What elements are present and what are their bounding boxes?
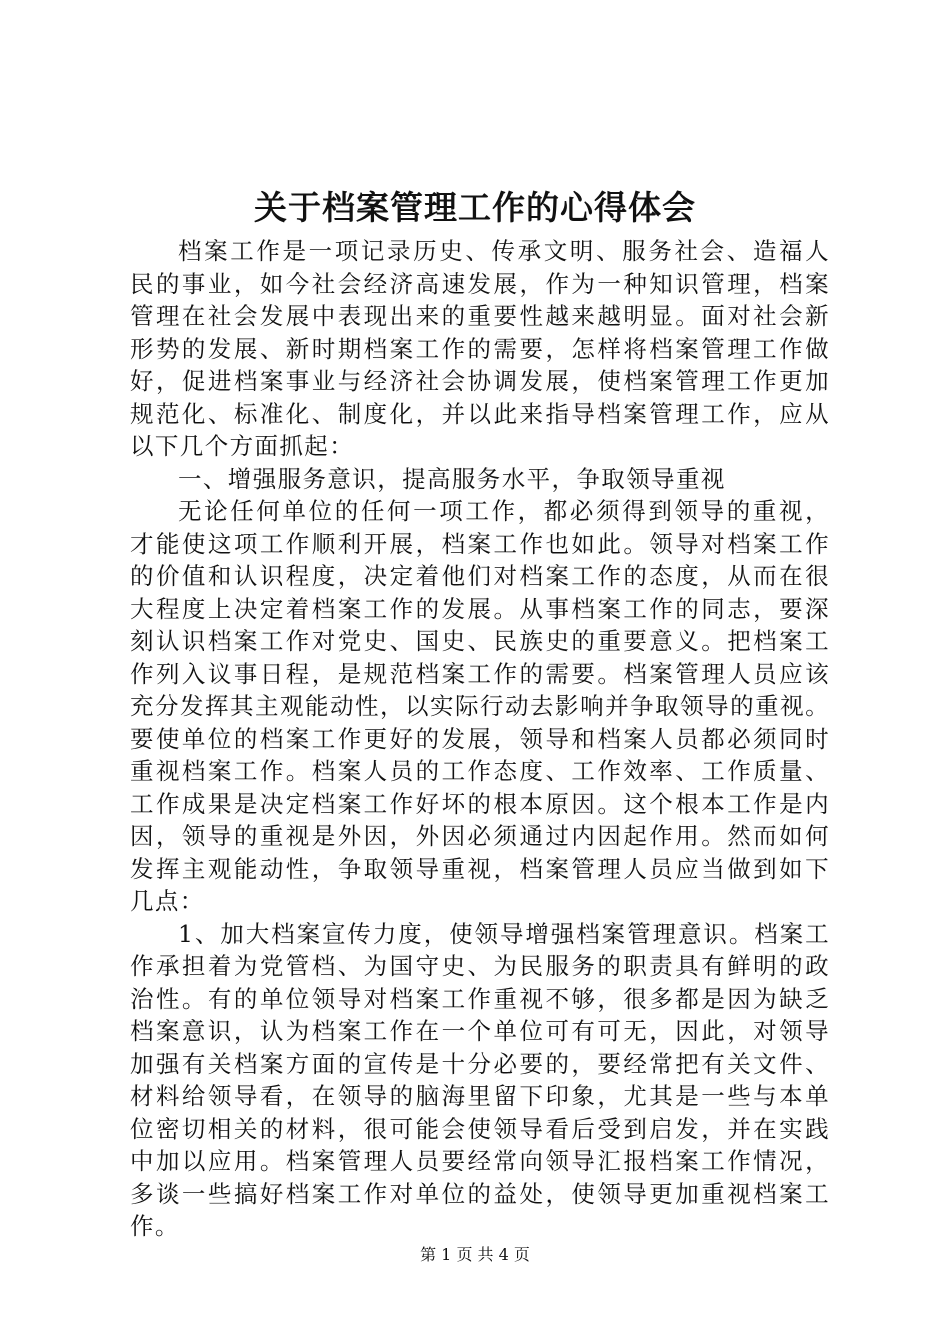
paragraph-line: 材料给领导看，在领导的脑海里留下印象，尤其是一些与本单 (130, 1082, 830, 1110)
paragraph-line: 充分发挥其主观能动性，以实际行动去影响并争取领导的重视。 (130, 692, 830, 720)
paragraph-line: 中加以应用。档案管理人员要经常向领导汇报档案工作情况， (130, 1147, 830, 1175)
paragraph-line: 档案意识，认为档案工作在一个单位可有可无，因此，对领导 (130, 1017, 830, 1045)
page-footer: 第 1 页 共 4 页 (420, 1245, 530, 1264)
paragraph-line: 1、加大档案宣传力度，使领导增强档案管理意识。档案工 (178, 919, 830, 948)
paragraph-line: 刻认识档案工作对党史、国史、民族史的重要意义。把档案工 (130, 627, 830, 655)
paragraph-line: 发挥主观能动性，争取领导重视，档案管理人员应当做到如下 (130, 854, 830, 883)
paragraph-line: 位密切相关的材料，很可能会使领导看后受到启发，并在实践 (130, 1114, 830, 1143)
paragraph-line: 工作成果是决定档案工作好坏的根本原因。这个根本工作是内 (130, 789, 830, 818)
paragraph-line: 作承担着为党管档、为国守史、为民服务的职责具有鲜明的政 (130, 952, 830, 980)
paragraph-line: 规范化、标准化、制度化，并以此来指导档案管理工作，应从 (130, 399, 830, 428)
section-heading: 一、增强服务意识，提高服务水平，争取领导重视 (178, 464, 726, 493)
page-title: 关于档案管理工作的心得体会 (254, 188, 696, 227)
paragraph-line: 档案工作是一项记录历史、传承文明、服务社会、造福人 (178, 237, 830, 265)
document-body (130, 235, 830, 1243)
paragraph-line: 大程度上决定着档案工作的发展。从事档案工作的同志，要深 (130, 594, 830, 623)
paragraph-line: 形势的发展、新时期档案工作的需要，怎样将档案管理工作做 (130, 334, 830, 363)
paragraph-line: 作。 (130, 1212, 180, 1240)
paragraph-line: 民的事业，如今社会经济高速发展，作为一种知识管理，档案 (130, 269, 830, 298)
paragraph-line: 以下几个方面抓起： (130, 432, 355, 460)
paragraph-line: 作列入议事日程，是规范档案工作的需要。档案管理人员应该 (130, 659, 830, 688)
paragraph-line: 几点： (130, 887, 205, 915)
paragraph-line: 管理在社会发展中表现出来的重要性越来越明显。面对社会新 (130, 302, 830, 330)
paragraph-line: 要使单位的档案工作更好的发展，领导和档案人员都必须同时 (130, 724, 830, 753)
paragraph-line: 的价值和认识程度，决定着他们对档案工作的态度，从而在很 (130, 562, 830, 590)
paragraph-line: 加强有关档案方面的宣传是十分必要的，要经常把有关文件、 (130, 1049, 830, 1078)
paragraph-line: 重视档案工作。档案人员的工作态度、工作效率、工作质量、 (130, 757, 830, 785)
paragraph-line: 治性。有的单位领导对档案工作重视不够，很多都是因为缺乏 (130, 984, 830, 1013)
paragraph-line: 多谈一些搞好档案工作对单位的益处，使领导更加重视档案工 (130, 1179, 830, 1208)
paragraph-line: 才能使这项工作顺利开展，档案工作也如此。领导对档案工作 (130, 529, 830, 558)
paragraph-line: 好，促进档案事业与经济社会协调发展，使档案管理工作更加 (130, 367, 830, 395)
paragraph-line: 因，领导的重视是外因，外因必须通过内因起作用。然而如何 (130, 822, 830, 850)
paragraph-line: 无论任何单位的任何一项工作，都必须得到领导的重视， (178, 497, 830, 525)
